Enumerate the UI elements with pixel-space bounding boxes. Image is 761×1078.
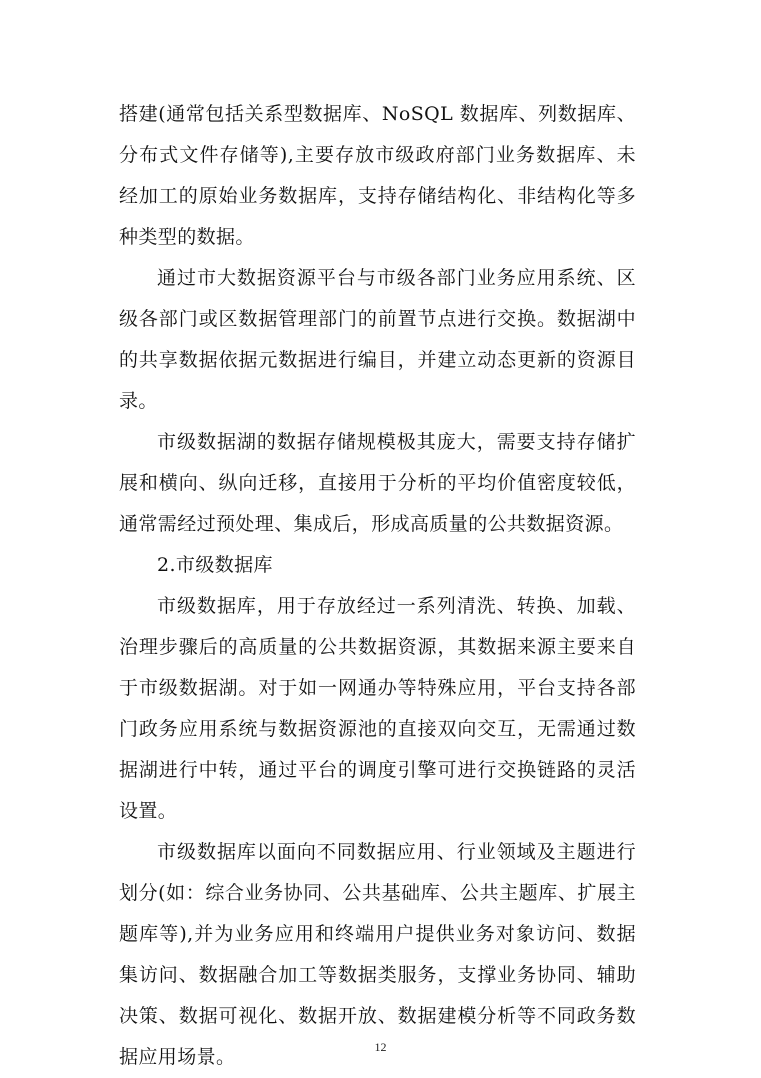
- page-number: 12: [374, 1040, 387, 1054]
- paragraph-city-database: 市级数据库，用于存放经过一系列清洗、转换、加载、治理步骤后的高质量的公共数据资源，其数据来源主要来自于市级数据湖。对于如一网通办等特殊应用，平台支持各部门政务应用系统与数据资源池的直接双向交互，无需通过数据湖进行中转，通过平台的调度引擎可进行交换链路的灵活设置。: [119, 595, 636, 822]
- paragraph-continuation: 搭建(通常包括关系型数据库、NoSQL 数据库、列数据库、分布式文件存储等),主要存放市级政府部门业务数据库、未经加工的原始业务数据库，支持存储结构化、非结构化等多种类型的数据。: [119, 103, 636, 248]
- document-body: [119, 94, 636, 1078]
- section-heading: 2.市级数据库: [157, 554, 273, 576]
- paragraph-database-division: 市级数据库以面向不同数据应用、行业领域及主题进行划分(如：综合业务协同、公共基础库、公共主题库、扩展主题库等),并为业务应用和终端用户提供业务对象访问、数据集访问、数据融合加工等数据类服务，支撑业务协同、辅助决策、数据可视化、数据开放、数据建模分析等不同政务数据应用场景。: [119, 841, 636, 1068]
- paragraph-data-lake-scale: 市级数据湖的数据存储规模极其庞大，需要支持存储扩展和横向、纵向迁移，直接用于分析的平均价值密度较低，通常需经过预处理、集成后，形成高质量的公共数据资源。: [119, 431, 636, 535]
- paragraph-exchange: 通过市大数据资源平台与市级各部门业务应用系统、区级各部门或区数据管理部门的前置节点进行交换。数据湖中的共享数据依据元数据进行编目，并建立动态更新的资源目录。: [119, 267, 636, 412]
